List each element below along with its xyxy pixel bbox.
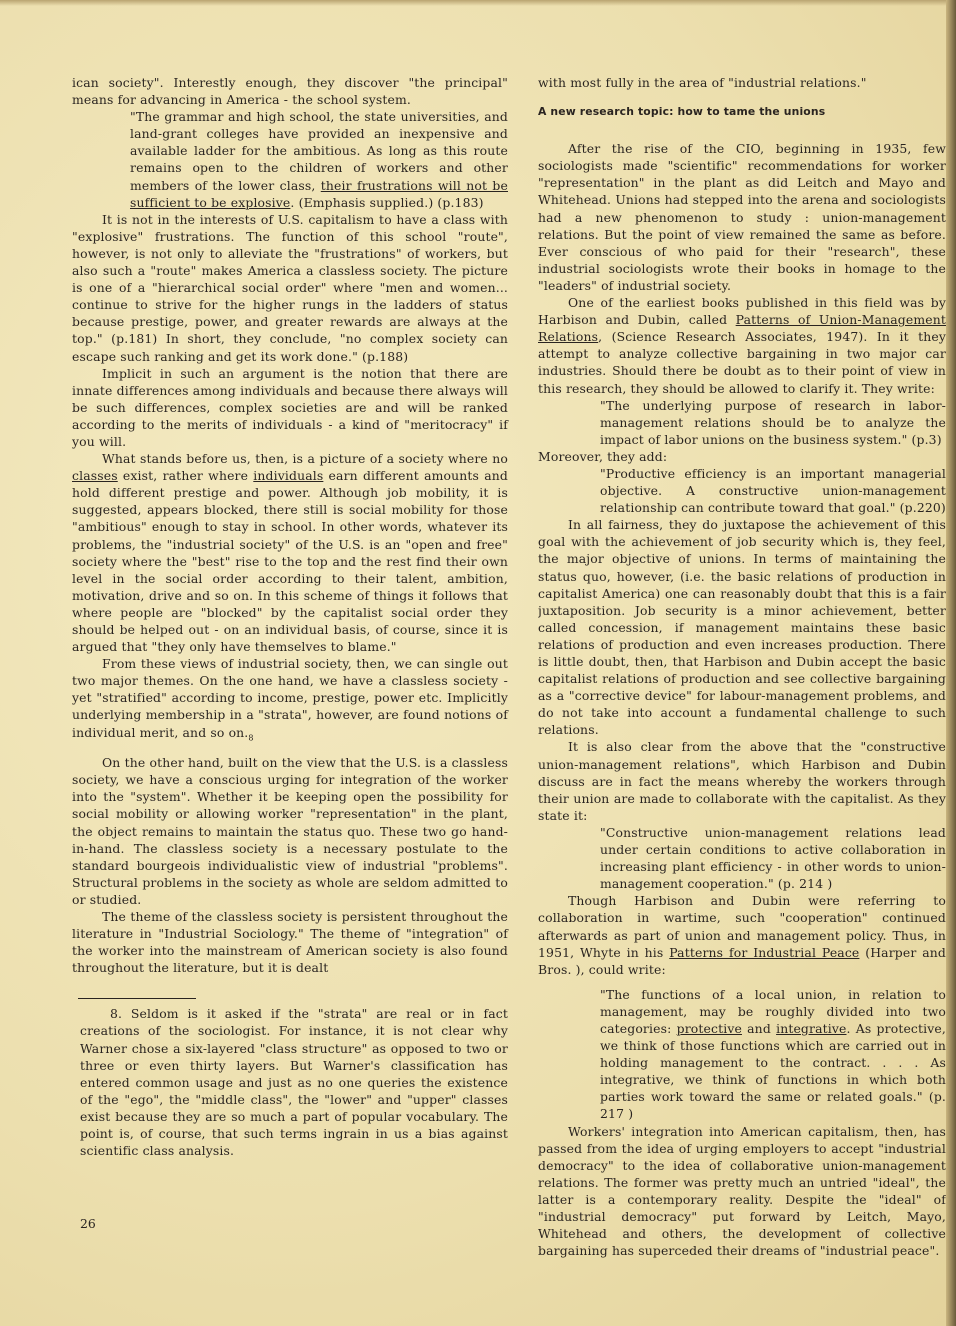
paragraph [72, 655, 508, 746]
text: One of the earliest books published in this field was by Harbison and Dubin, called [538, 295, 946, 328]
footnote: 8. Seldom is it asked if the "strata" are real or in fact creations of the sociologist. For instance, it is not clear why Warner chose a six-layered "class structure" as opposed to two or three or even thirty layers. But Warner's classification has entered common usage and just as no one queries the existence of the "ego", the "middle class", the "lower" and "upper" classes exist because they are so much a part of popular vocabulary. The point is, of course, that such terms ingrain in us a bias against scientific class analysis. [80, 1006, 508, 1159]
underlined-word: classes [72, 468, 118, 484]
paragraph [538, 294, 946, 397]
paragraph: After the rise of the CIO, beginning in 1935, few sociologists made "scientific" recommendations for worker "representation" in the plant as did Leitch and Mayo and Whitehead. Unions had stepped into the arena and sociologists had a new phenomenon to study : union-management relations. But the point of view remained the same as before. Ever conscious of who paid for their "research", these industrial sociologists wrote their books in homage to the "leaders" of industrial society. [538, 141, 946, 293]
left-column [72, 74, 508, 1159]
text: (Harper and Bros. ), could write: [538, 944, 946, 977]
block-quote: "Constructive union-management relations lead under certain conditions to active collaboration in increasing plant efficiency - in other words to union-management cooperation." (p. 214 ) [600, 824, 946, 892]
text: earn different amounts and hold different prestige and power. Although job mobility, it is suggested, appears blocked, there still is social mobility for those "ambitious" enough to stay in school. In other words, whatever its problems, the "industrial society" of the U.S. is an "open and free" society where the "best" rise to the top and the rest find their own level in the social order according to their talent, ambition, motivation, drive and so on. In this scheme of things it follows that where people are "blocked" by the capitalist social order they should be helped out - on an individual basis, of course, since it is argued that "they only have themselves to blame." [72, 468, 508, 655]
quote-text: . (Emphasis supplied.) (p.183) [290, 194, 484, 210]
paragraph: In all fairness, they do juxtapose the achievement of this goal with the achievement of job security which is, they feel, the major objective of unions. In terms of maintaining the status quo, however, (i.e. the basic relations of production in capitalist America) one can reasonably doubt that this is a fair juxtaposition. Job security is a minor achievement, better called concession, if management maintains these basic relations of production and even increases production. There is little doubt, then, that Harbison and Dubin accept the basic capitalist relations of production and see collective bargaining as a "corrective device" for labour-management problems, and do not take into account a fundamental challenge to such relations. [538, 517, 946, 738]
section-heading: A new research topic: how to tame the unions [538, 105, 826, 119]
paragraph: It is not in the interests of U.S. capitalism to have a class with "explosive" frustrations. The function of this school "route", however, is not only to alleviate the "frustrations" of workers, but also such a "route" makes America a classless society. The picture is one of a "hierarchical social order" where "men and women... continue to strive for the higher rungs in the ladders of status because prestige, power, and greater rewards are always at the top." (p.181) In short, they conclude, "no complex society can escape such ranking and get its work done." (p.188) [72, 211, 508, 364]
emphasized-text: their frustrations will not be sufficient to be explosive [130, 177, 508, 210]
page-edge-right [946, 0, 956, 1326]
page-edge-top [0, 0, 956, 6]
paragraph: Implicit in such an argument is the notion that there are innate differences among individuals and because there always will be such differences, complex societies are and will be ranked according to the merits of individuals - a kind of "meritocracy" if you will. [72, 365, 508, 449]
block-quote [600, 986, 946, 1123]
underlined-word: protective [676, 1020, 742, 1036]
block-quote: "The underlying purpose of research in labor-management relations should be to analyze the impact of labor unions on the business system." (p.3) [600, 397, 946, 447]
paragraph: with most fully in the area of "industrial relations." [538, 75, 867, 90]
text: Though Harbison and Dubin were referring to collaboration in wartime, such "cooperation" continued afterwards as part of union and management policy. Thus, in 1951, Whyte in his [538, 893, 946, 960]
text: , (Science Research Associates, 1947). In it they attempt to analyze collective bargaining in two major car industries. Should there be doubt as to their point of view in this research, they should be allowed to clarify it. They write: [538, 329, 946, 396]
underlined-word: integrative [776, 1020, 847, 1036]
text: What stands before us, then, is a picture of a society where no [102, 451, 508, 467]
paragraph: The theme of the classless society is persistent throughout the literature in "Industrial Sociology." The theme of "integration" of the worker into the mainstream of American society is also found throughout the literature, but it is dealt [72, 908, 508, 976]
book-title: Patterns for Industrial Peace [669, 944, 860, 960]
quote-text: and [741, 1020, 777, 1036]
text: exist, rather where [117, 468, 254, 484]
paragraph: On the other hand, built on the view that the U.S. is a classless society, we have a conscious urging for integration of the worker into the "system". Whether it be keeping open the possibility for social mobility or allowing worker "representation" in the plant, the object remains to maintain the status quo. These two go hand-in-hand. The classless society is a necessary postulate to the standard bourgeois individualistic view of industrial "problems". Structural problems in the society as whole are seldom admitted to or studied. [72, 755, 508, 907]
paragraph: Workers' integration into American capitalism, then, has passed from the idea of urging employers to accept "industrial democracy" to the idea of collaborative union-management relations. The former was pretty much an untried "ideal", the latter is a contemporary reality. Despite the "ideal" of "industrial democracy" put forward by Leitch, Mayo, Whitehead and others, the development of collective bargaining has superceded their dreams of "industrial peace". [538, 1123, 946, 1259]
block-quote [130, 108, 508, 211]
quote-text: "The grammar and high school, the state universities, and land-grant colleges have provided an inexpensive and available ladder for the ambitious. As long as this route remains open to the children of workers and other members of the lower class, [130, 109, 508, 193]
paragraph: ican society". Interestly enough, they discover "the principal" means for advancing in America - the school system. [72, 75, 508, 108]
paragraph: Moreover, they add: [538, 448, 668, 464]
underlined-word: individuals [253, 468, 324, 484]
text: From these views of industrial society, then, we can single out two major themes. On the one hand, we have a classless society - yet "stratified" according to income, prestige, power etc. Implicitly underlying membership in a "strata", however, are found notions of individual merit, and so on. [72, 656, 508, 740]
footnote-reference: 8 [248, 733, 254, 743]
footnote-rule [78, 998, 196, 999]
right-column [538, 74, 946, 1259]
quote-text: "The functions of a local union, in relation to management, may be roughly divided into two categories: [600, 986, 946, 1036]
book-title: Patterns of Union-Management Relations [538, 312, 946, 345]
paragraph: It is also clear from the above that the "constructive union-management relations", which Harbison and Dubin discuss are in fact the means whereby the workers through their union are made to collaborate with the capitalist. As they state it: [538, 739, 946, 823]
quote-text: . As protective, we think of those functions which are carried out in holding management to the contract. . . . As integrative, we think of functions in which both parties work toward the same or related goals." (p. 217 ) [600, 1020, 946, 1122]
page-number: 26 [80, 1216, 96, 1231]
paragraph [72, 450, 508, 655]
paragraph [538, 892, 946, 977]
block-quote: "Productive efficiency is an important managerial objective. A constructive union-management relationship can contribute toward that goal." (p.220) [600, 465, 946, 516]
